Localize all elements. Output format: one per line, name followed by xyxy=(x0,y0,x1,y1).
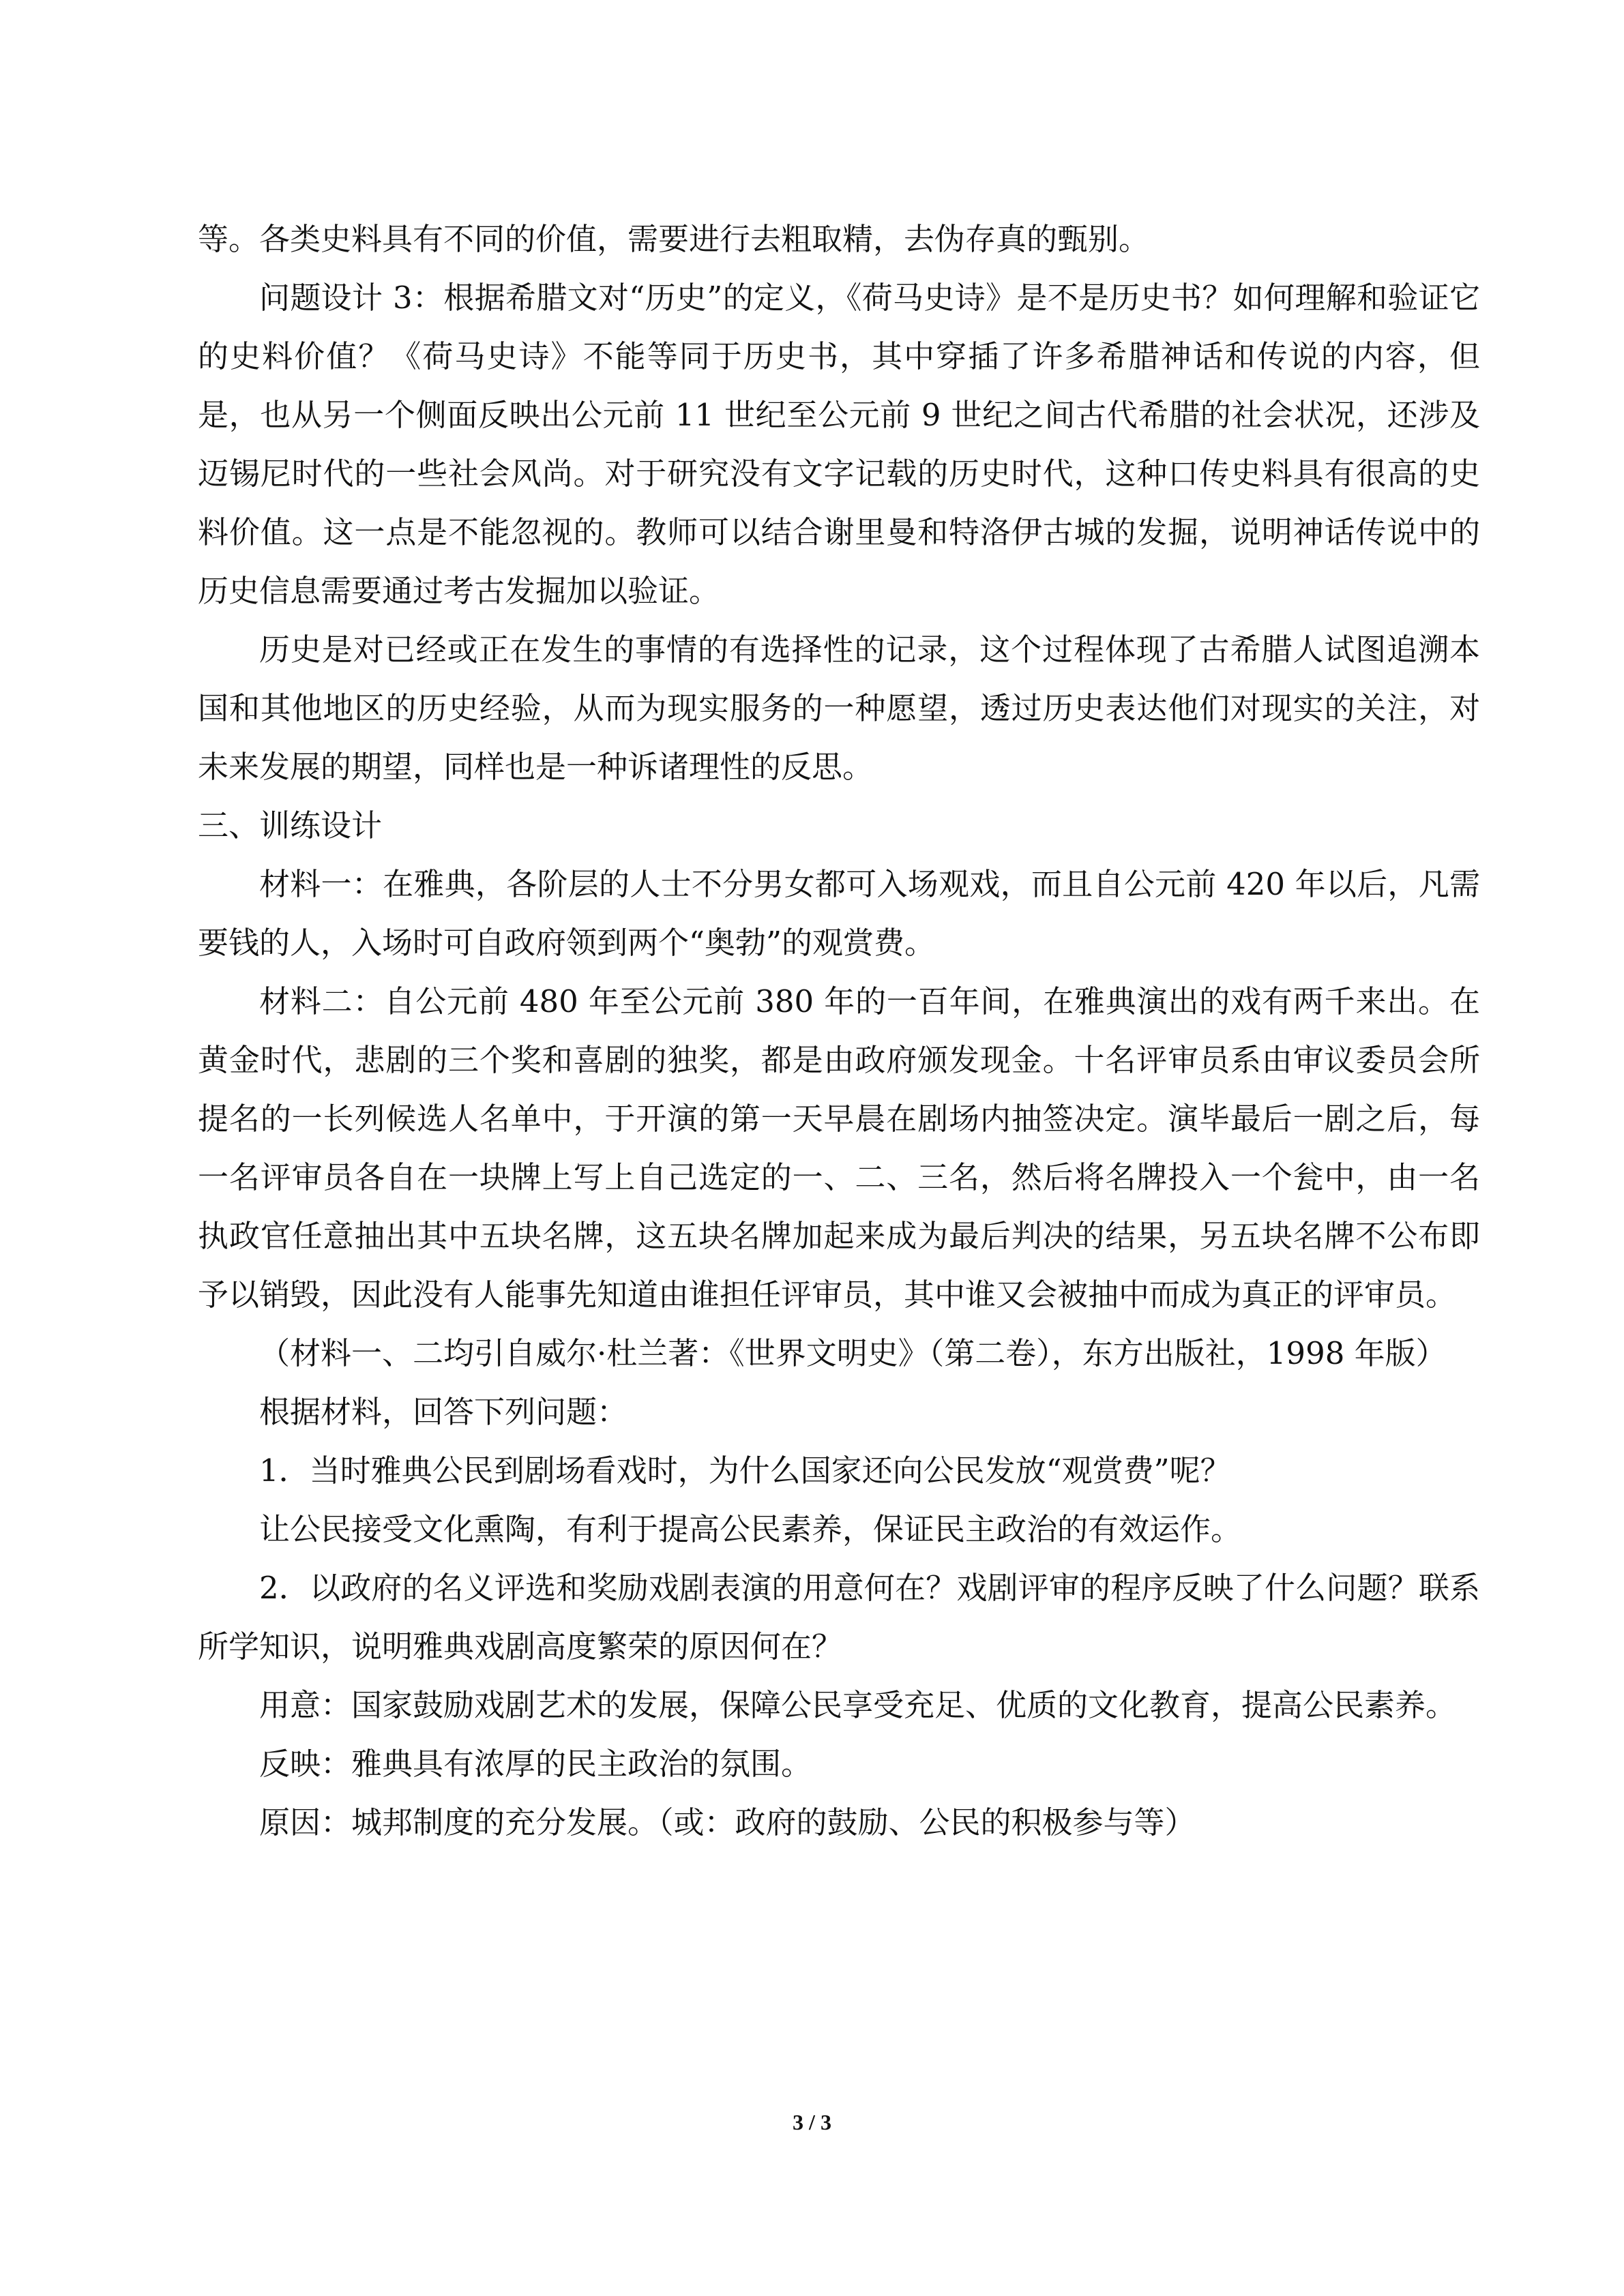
paragraph-history-reflection: 历史是对已经或正在发生的事情的有选择性的记录，这个过程体现了古希腊人试图追溯本国和其他地区的历史经验，从而为现实服务的一种愿望，透过历史表达他们对现实的关注，对未来发展的期望，同样也是一种诉诸理性的反思。 xyxy=(198,631,1480,785)
answer-2-reason: 原因：城邦制度的充分发展。（或：政府的鼓励、公民的积极参与等） xyxy=(259,1804,1196,1840)
question-1: 1．当时雅典公民到剧场看戏时，为什么国家还向公民发放“观赏费”呢？ xyxy=(259,1452,1231,1489)
paragraph-material-one: 材料一：在雅典，各阶层的人士不分男女都可入场观戏，而且自公元前 420 年以后，凡需要钱的人，入场时可自政府领到两个“奥勃”的观赏费。 xyxy=(198,866,1480,961)
answer-1: 让公民接受文化熏陶，有利于提高公民素养，保证民主政治的有效运作。 xyxy=(259,1511,1242,1547)
page-number: 3 / 3 xyxy=(793,2110,831,2134)
document-body xyxy=(198,210,1480,1852)
paragraph-question-design-3: 问题设计 3：根据希腊文对“历史”的定义，《荷马史诗》是不是历史书？如何理解和验证它的史料价值？《荷马史诗》不能等同于历史书，其中穿插了许多希腊神话和传说的内容，但是，也从另一个侧面反映出公元前 11 世纪至公元前 9 世纪之间古代希腊的社会状况，还涉及迈锡尼时代的一些社会风尚。对于研究没有文字记载的历史时代，这种口传史料具有很高的史料价值。这一点是不能忽视的。教师可以结合谢里曼和特洛伊古城的发掘，说明神话传说中的历史信息需要通过考古发掘加以验证。 xyxy=(198,280,1480,609)
paragraph-source-citation: （材料一、二均引自威尔·杜兰著：《世界文明史》（第二卷），东方出版社，1998 年版） xyxy=(259,1335,1447,1371)
paragraph-continuation: 等。各类史料具有不同的价值，需要进行去粗取精，去伪存真的甄别。 xyxy=(198,221,1150,257)
paragraph-instruction: 根据材料，回答下列问题： xyxy=(259,1394,628,1430)
answer-2-purpose: 用意：国家鼓励戏剧艺术的发展，保障公民享受充足、优质的文化教育，提高公民素养。 xyxy=(259,1687,1457,1723)
paragraph-material-two: 材料二：自公元前 480 年至公元前 380 年的一百年间，在雅典演出的戏有两千来出。在黄金时代，悲剧的三个奖和喜剧的独奖，都是由政府颁发现金。十名评审员系由审议委员会所提名的一长列候选人名单中，于开演的第一天早晨在剧场内抽签决定。演毕最后一剧之后，每一名评审员各自在一块牌上写上自己选定的一、二、三名，然后将名牌投入一个瓮中，由一名执政官任意抽出其中五块名牌，这五块名牌加起来成为最后判决的结果，另五块名牌不公布即予以销毁，因此没有人能事先知道由谁担任评审员，其中谁又会被抽中而成为真正的评审员。 xyxy=(198,983,1480,1313)
question-2: 2．以政府的名义评选和奖励戏剧表演的用意何在？戏剧评审的程序反映了什么问题？联系所学知识，说明雅典戏剧高度繁荣的原因何在？ xyxy=(198,1570,1480,1665)
section-heading-training-design: 三、训练设计 xyxy=(198,807,383,844)
answer-2-reflection: 反映：雅典具有浓厚的民主政治的氛围。 xyxy=(259,1746,812,1782)
